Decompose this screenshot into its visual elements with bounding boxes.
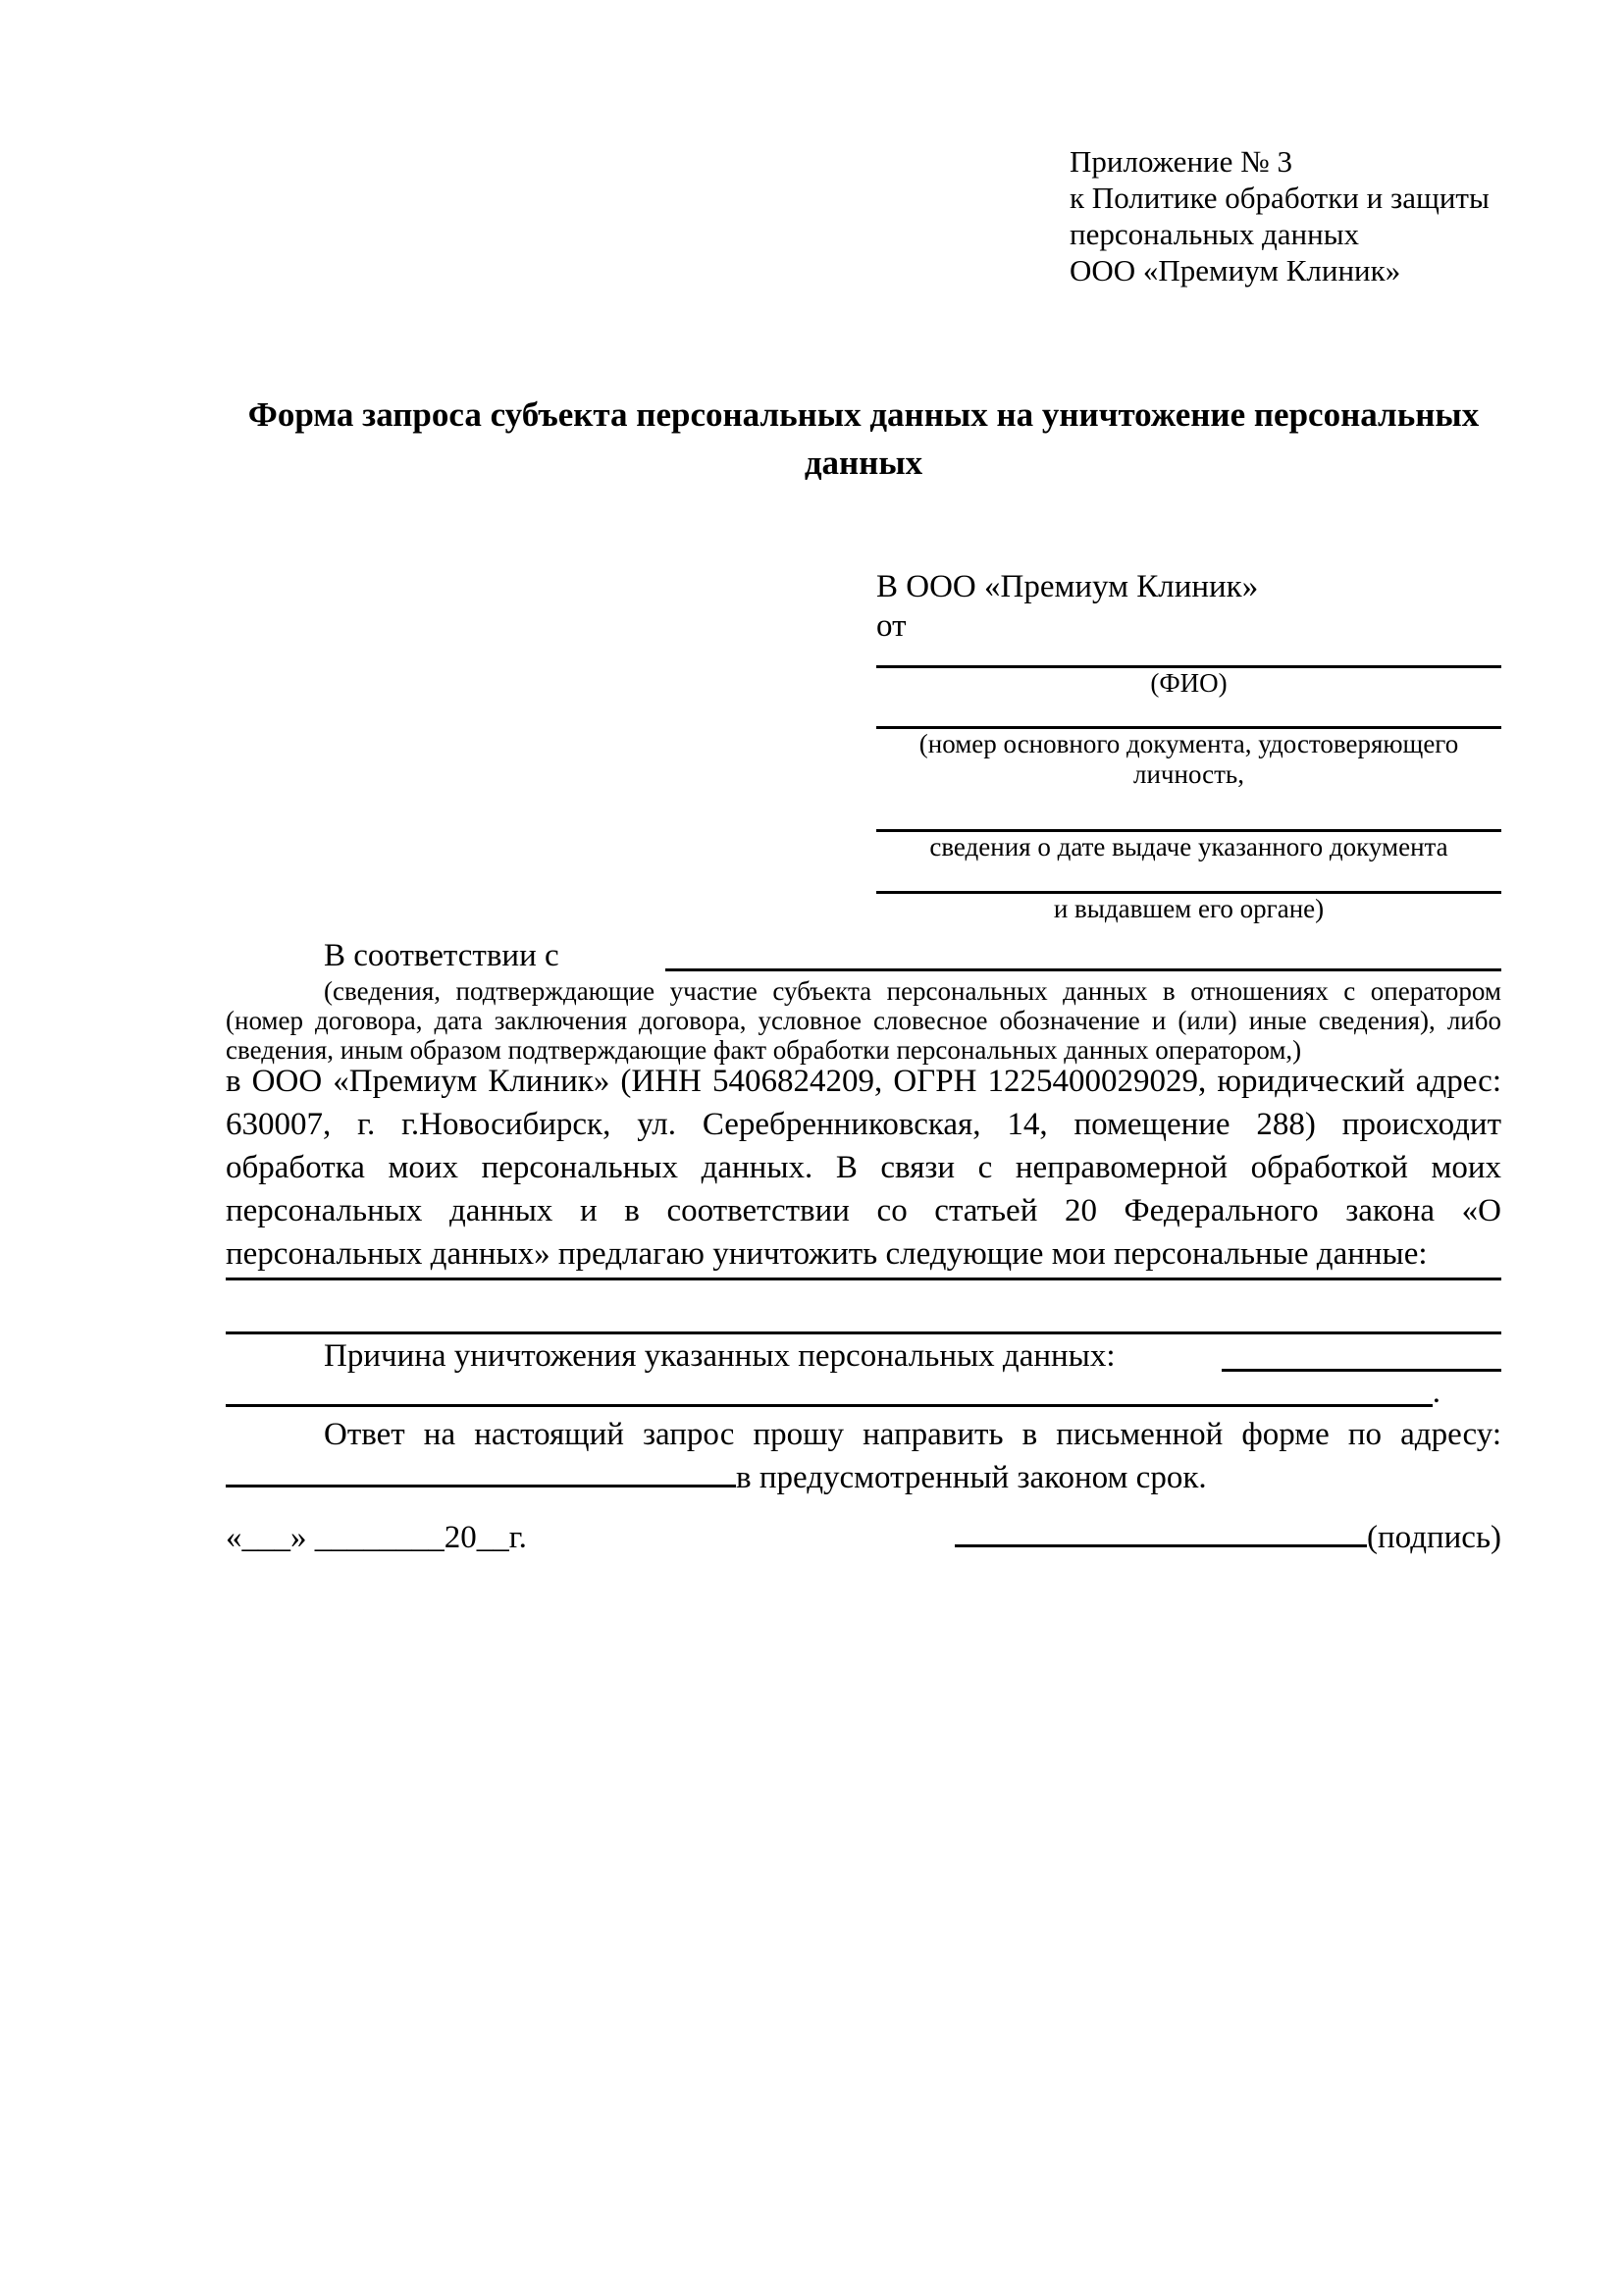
identity-document-field [876, 699, 1501, 790]
response-sentence: Ответ на настоящий запрос прошу направить в письменной форме по адресу: [324, 1417, 1501, 1452]
accordance-note: (сведения, подтверждающие участие субъекта персональных данных в отношениях с оператором (номер договора, дата заключения договора, условное словесное обозначение и (или) иные сведения), либо сведения, иным образом подтверждающие факт обработки персональных данных оператором,) [226, 976, 1501, 1065]
issue-date-field [876, 790, 1501, 862]
reason-label: Причина уничтожения указанных персональных данных: [324, 1338, 1116, 1374]
reason-row-continuation [226, 1375, 1440, 1410]
signature-input-line[interactable] [955, 1544, 1367, 1547]
page-title: Форма запроса субъекта персональных данных на уничтожение персональных данных [247, 395, 1480, 482]
accordance-row [226, 934, 1501, 977]
fio-caption: (ФИО) [1150, 668, 1228, 698]
issuing-authority-input-line[interactable] [876, 862, 1501, 894]
data-to-destroy-line-2[interactable] [226, 1280, 1501, 1334]
response-address-row [226, 1456, 1501, 1499]
reason-space [1116, 1334, 1222, 1378]
fio-field [876, 646, 1501, 699]
accordance-space [559, 934, 665, 977]
addressee-from-label: от [876, 608, 907, 644]
signature-caption: (подпись) [1367, 1520, 1501, 1555]
appendix-line: к Политике обработки и защиты [1070, 181, 1490, 215]
main-paragraph: в ООО «Премиум Клиник» (ИНН 5406824209, ОГРН 1225400029029, юридический адрес: 630007, г. г.Новосибирск, ул. Серебренниковская, 14, помещение 288) происходит обработка моих персональных данных. В связи с неправомерной обработкой моих персональных данных и в соответствии со статьей 20 Федерального закона «О персональных данных» предлагаю уничтожить следующие мои персональные данные: [226, 1064, 1501, 1272]
accordance-label: В соответствии с [324, 938, 559, 973]
response-tail: в предусмотренный законом срок. [736, 1460, 1207, 1495]
identity-document-caption: (номер основного документа, удостоверяющего личность, [918, 729, 1459, 789]
data-to-destroy-line-1[interactable] [226, 1226, 1501, 1280]
reason-row [226, 1334, 1501, 1378]
date-field[interactable]: «___» ________20__г. [226, 1520, 527, 1555]
appendix-line: ООО «Премиум Клиник» [1070, 253, 1401, 287]
appendix-line: персональных данных [1070, 217, 1360, 251]
appendix-block [1070, 143, 1490, 288]
issue-date-input-line[interactable] [876, 790, 1501, 832]
issuing-authority-caption: и выдавшем его органе) [1053, 894, 1325, 923]
identity-document-input-line[interactable] [876, 699, 1501, 729]
issue-date-caption: сведения о дате выдаче указанного документа [929, 832, 1448, 861]
fio-input-line[interactable] [876, 646, 1501, 668]
response-address-input-line[interactable] [226, 1485, 736, 1487]
accordance-input-line[interactable] [665, 934, 1501, 971]
appendix-line: Приложение № 3 [1070, 144, 1292, 179]
reason-period: . [1432, 1375, 1440, 1410]
issuing-authority-field [876, 862, 1501, 924]
signature-group [955, 1516, 1501, 1559]
footer-row [226, 1516, 1501, 1559]
reason-input-line[interactable] [1222, 1334, 1501, 1372]
addressee-to: В ООО «Премиум Клиник» [876, 569, 1259, 604]
reason-input-line-2[interactable] [226, 1375, 1433, 1407]
addressee-block [876, 567, 1501, 924]
